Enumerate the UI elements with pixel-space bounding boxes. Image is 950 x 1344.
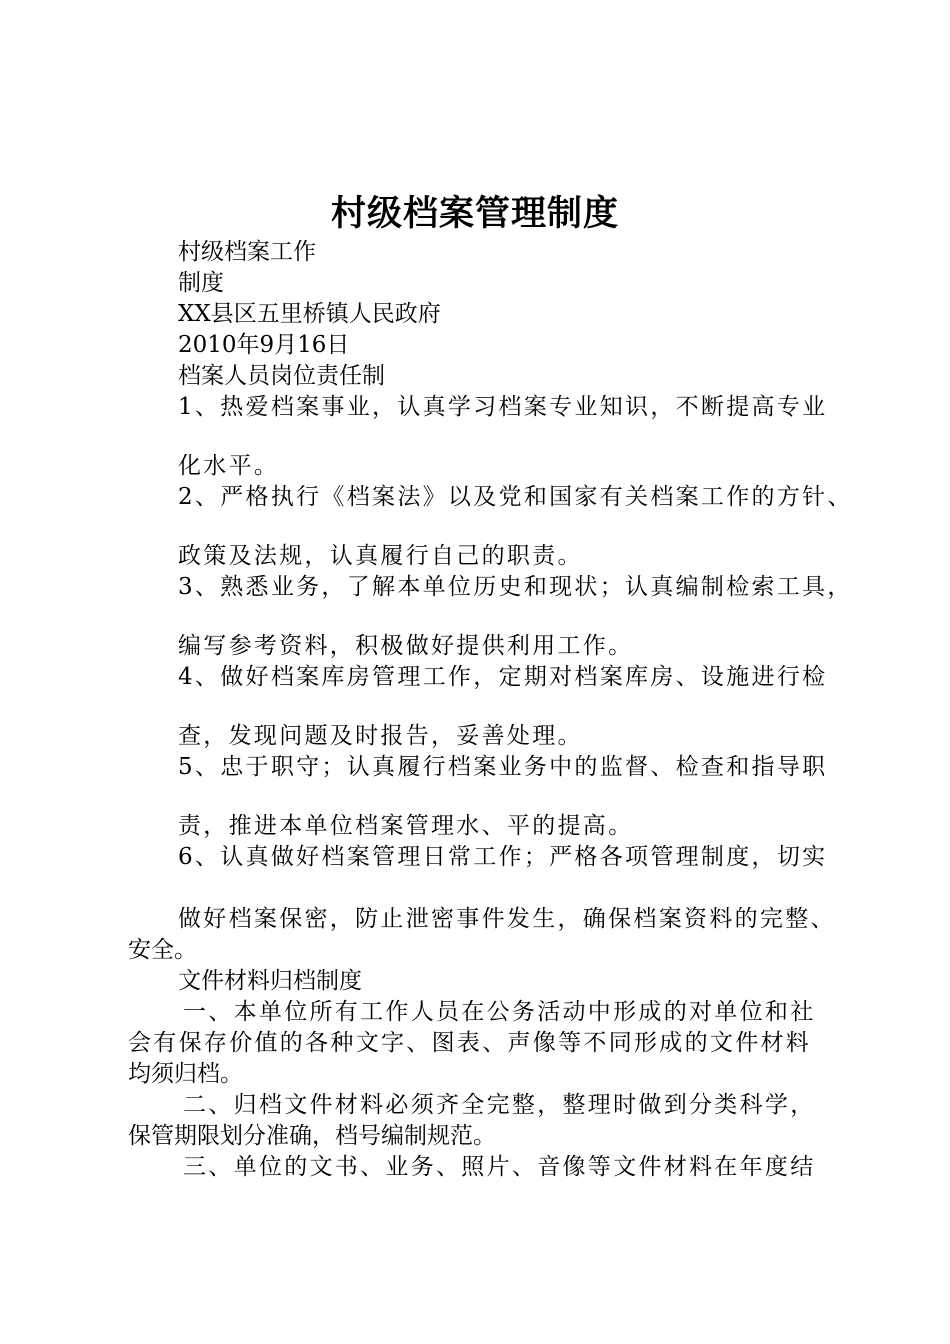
issuer-line: XX县区五里桥镇人民政府 <box>178 301 441 327</box>
paragraph-line: 保管期限划分准确，档号编制规范。 <box>128 1123 496 1149</box>
paragraph-line: 政策及法规，认真履行自己的职责。 <box>178 543 583 569</box>
paragraph-line: 安全。 <box>128 937 197 963</box>
paragraph-line: 做好档案保密，防止泄密事件发生，确保档案资料的完整、 <box>178 906 836 932</box>
subtitle-line-1: 村级档案工作 <box>178 239 316 265</box>
paragraph-line: 会有保存价值的各种文字、图表、声像等不同形成的文件材料 <box>128 1030 812 1056</box>
paragraph-line: 均须归档。 <box>128 1061 243 1087</box>
paragraph-line: 化水平。 <box>178 453 280 479</box>
paragraph-line: 查，发现问题及时报告，妥善处理。 <box>178 723 583 749</box>
paragraph-line: 责，推进本单位档案管理水、平的提高。 <box>178 813 634 839</box>
section-heading-filing: 文件材料归档制度 <box>178 968 362 994</box>
subtitle-line-2: 制度 <box>178 270 224 296</box>
document-title: 村级档案管理制度 <box>330 194 619 234</box>
paragraph-line: 1、热爱档案事业，认真学习档案专业知识，不断提高专业 <box>178 394 828 420</box>
paragraph-line: 二、归档文件材料必须齐全完整，整理时做到分类科学， <box>183 1092 816 1118</box>
date-line: 2010年9月16日 <box>178 332 350 358</box>
paragraph-line: 5、忠于职守；认真履行档案业务中的监督、检查和指导职 <box>178 754 828 780</box>
section-heading-responsibility: 档案人员岗位责任制 <box>178 363 385 389</box>
paragraph-line: 4、做好档案库房管理工作，定期对档案库房、设施进行检 <box>178 664 828 690</box>
paragraph-line: 3、熟悉业务，了解本单位历史和现状；认真编制检索工具， <box>178 574 853 600</box>
paragraph-line: 2、严格执行《档案法》以及党和国家有关档案工作的方针、 <box>178 484 853 510</box>
paragraph-line: 三、单位的文书、业务、照片、音像等文件材料在年度结 <box>183 1154 816 1180</box>
paragraph-line: 一、本单位所有工作人员在公务活动中形成的对单位和社 <box>183 999 816 1025</box>
paragraph-line: 编写参考资料，积极做好提供利用工作。 <box>178 633 634 659</box>
paragraph-line: 6、认真做好档案管理日常工作；严格各项管理制度，切实 <box>178 844 828 870</box>
